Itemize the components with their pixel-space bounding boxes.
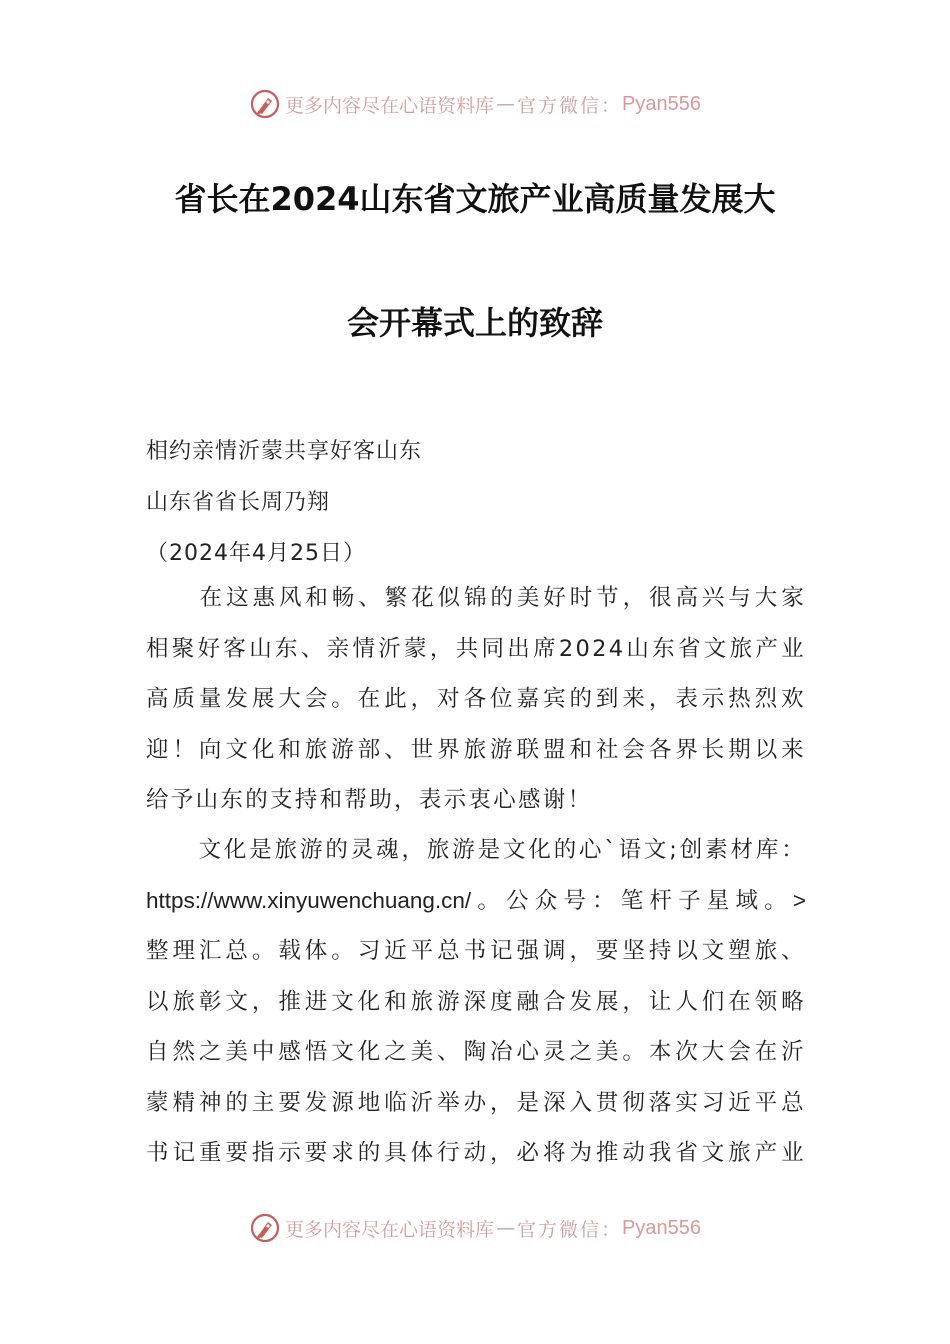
- watermark-wechat-id: Pyan556: [622, 1216, 701, 1239]
- watermark-separator: —: [496, 1217, 516, 1239]
- author: 山东省省长周乃翔: [146, 490, 331, 515]
- paragraph-line: 文化是旅游的灵魂，旅游是文化的心`语文;创素材库：: [198, 837, 806, 863]
- watermark-wechat-label: 官方微信：: [517, 1218, 623, 1241]
- page-title-line-2: 会开幕式上的致辞: [346, 304, 603, 342]
- watermark-separator: —: [496, 93, 516, 115]
- watermark-wechat-id: Pyan556: [622, 92, 701, 115]
- pen-nib-logo-icon: [249, 1212, 281, 1244]
- paragraph-line: 自然之美中感悟文化之美、陶冶心灵之美。本次大会在沂: [146, 1039, 806, 1065]
- watermark-banner-top: [0, 84, 950, 124]
- paragraph-2: [146, 825, 806, 1179]
- paragraph-line-url: https://www.xinyuwenchuang.cn/。公众号：笔杆子星域。>: [146, 887, 806, 913]
- paragraph-line: 蒙精神的主要发源地临沂举办，是深入贯彻落实习近平总: [146, 1089, 806, 1116]
- watermark-brand: 更多内容尽在心语资料库: [285, 1218, 495, 1241]
- paragraph-line: 以旅彰文，推进文化和旅游深度融合发展，让人们在领略: [146, 988, 806, 1015]
- paragraph-line: 书记重要指示要求的具体行动，必将为推动我省文旅产业: [146, 1140, 806, 1166]
- speech-date: （2024年4月25日）: [146, 541, 366, 566]
- paragraph-line: 给予山东的支持和帮助，表示衷心感谢！: [146, 787, 593, 813]
- paragraph-line: 高质量发展大会。在此，对各位嘉宾的到来，表示热烈欢: [146, 686, 806, 712]
- watermark-brand: 更多内容尽在心语资料库: [285, 94, 495, 117]
- paragraph-line: 相聚好客山东、亲情沂蒙，共同出席2024山东省文旅产业: [146, 635, 806, 662]
- page-title-line-1: 省长在2024山东省文旅产业高质量发展大: [174, 180, 776, 218]
- paragraph-1: [146, 573, 806, 826]
- paragraph-line: 整理汇总。载体。习近平总书记强调，要坚持以文塑旅、: [146, 938, 806, 964]
- paragraph-line: 在这惠风和畅、繁花似锦的美好时节，很高兴与大家: [198, 585, 806, 611]
- paragraph-line: 迎！向文化和旅游部、世界旅游联盟和社会各界长期以来: [146, 736, 806, 763]
- watermark-banner-bottom: [0, 1208, 950, 1248]
- subtitle: 相约亲情沂蒙共享好客山东: [146, 439, 423, 464]
- pen-nib-logo-icon: [249, 88, 281, 120]
- watermark-wechat-label: 官方微信：: [517, 94, 623, 117]
